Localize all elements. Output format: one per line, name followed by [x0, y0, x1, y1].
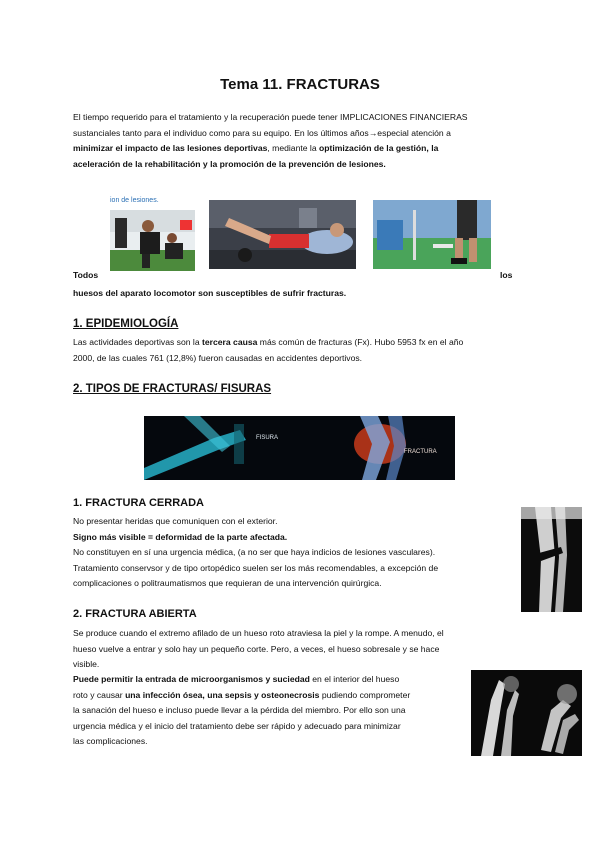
- paragraph-line: roto y causar una infección ósea, una sepsis y osteonecrosis pudiendo comprometer: [73, 689, 411, 700]
- open-fracture-paragraph: [73, 626, 533, 673]
- paragraph-line: No constituyen en sí una urgencia médica, (a no ser que haya indicios de lesiones vasculares).: [73, 547, 436, 557]
- paragraph-line: Puede permitir la entrada de microorganismos y suciedad en el interior del hueso: [73, 674, 400, 684]
- paragraph-line: urgencia médica y el inicio del tratamiento debe ser rápido y adecuado para minimizar: [73, 720, 401, 731]
- paragraph-line: Tratamiento conservsor y de tipo ortopédico suelen ser los más recomendables, a excepción de: [73, 562, 439, 573]
- image-caption-fragment: ion de lesiones.: [110, 197, 159, 204]
- page-title: Tema 11. FRACTURAS: [220, 76, 380, 93]
- paragraph-line: 2000, de las cuales 761 (12,8%) fueron causadas en accidentes deportivos.: [73, 352, 363, 363]
- closed-fracture-xray: [521, 507, 582, 612]
- paragraph-line: hueso vuelve a entrar y solo hay un pequeño corte. Pero, a veces, el hueso sobresale y se hace: [73, 643, 440, 654]
- rehabilitation-photo: [373, 200, 491, 269]
- paragraph-line: Signo más visible = deformidad de la parte afectada.: [73, 531, 288, 542]
- subheading-fractura-cerrada: 1. FRACTURA CERRADA: [73, 497, 204, 509]
- todos-line-2: huesos del aparato locomotor son susceptibles de sufrir fracturas.: [73, 288, 347, 298]
- fisura-label: FISURA: [256, 435, 279, 441]
- section-heading-epidemiologia: 1. EPIDEMIOLOGÍA: [73, 318, 179, 330]
- intro-line: El tiempo requerido para el tratamiento y la recuperación puede tener IMPLICACIONES FINANCIERAS: [73, 112, 468, 122]
- subheading-fractura-abierta: 2. FRACTURA ABIERTA: [73, 608, 197, 620]
- intro-line: minimizar el impacto de las lesiones deportivas, mediante la optimización de la gestión, la: [73, 143, 439, 153]
- paragraph-line: complicaciones o politraumatismos que requieran de una intervención quirúrgica.: [73, 578, 382, 588]
- epidemiology-paragraph: [73, 335, 533, 366]
- fractura-label: FRACTURA: [404, 449, 437, 455]
- paragraph-line: Se produce cuando el extremo afilado de un hueso roto atraviesa la piel y la rompe. A menudo, el: [73, 628, 444, 638]
- paragraph-line: la sanación del hueso e incluso puede llevar a la pérdida del miembro. Por ello son una: [73, 705, 406, 715]
- stretching-exercise-photo: [209, 200, 356, 269]
- fisura-fractura-xray-image: [144, 416, 455, 480]
- paragraph-line: las complicaciones.: [73, 736, 148, 746]
- paragraph-line: No presentar heridas que comuniquen con el exterior.: [73, 516, 278, 526]
- paragraph-line: Las actividades deportivas son la tercera causa más común de fracturas (Fx). Hubo 5953 fx en el año: [73, 337, 464, 347]
- open-fracture-paragraph-2: [73, 672, 473, 750]
- intro-paragraph: [73, 110, 533, 172]
- open-fracture-xray: [471, 670, 582, 756]
- intro-line: sustanciales tanto para el individuo como para su equipo. En los últimos años→especial atención a: [73, 127, 451, 138]
- paragraph-line: visible.: [73, 659, 100, 669]
- section-heading-tipos: 2. TIPOS DE FRACTURAS/ FISURAS: [73, 383, 272, 395]
- los-word: los: [500, 270, 513, 280]
- closed-fracture-paragraph: [73, 514, 533, 592]
- intro-line: aceleración de la rehabilitación y la promoción de la prevención de lesiones.: [73, 158, 386, 169]
- todos-word: Todos: [73, 270, 99, 280]
- athlete-injury-photo: [110, 210, 195, 271]
